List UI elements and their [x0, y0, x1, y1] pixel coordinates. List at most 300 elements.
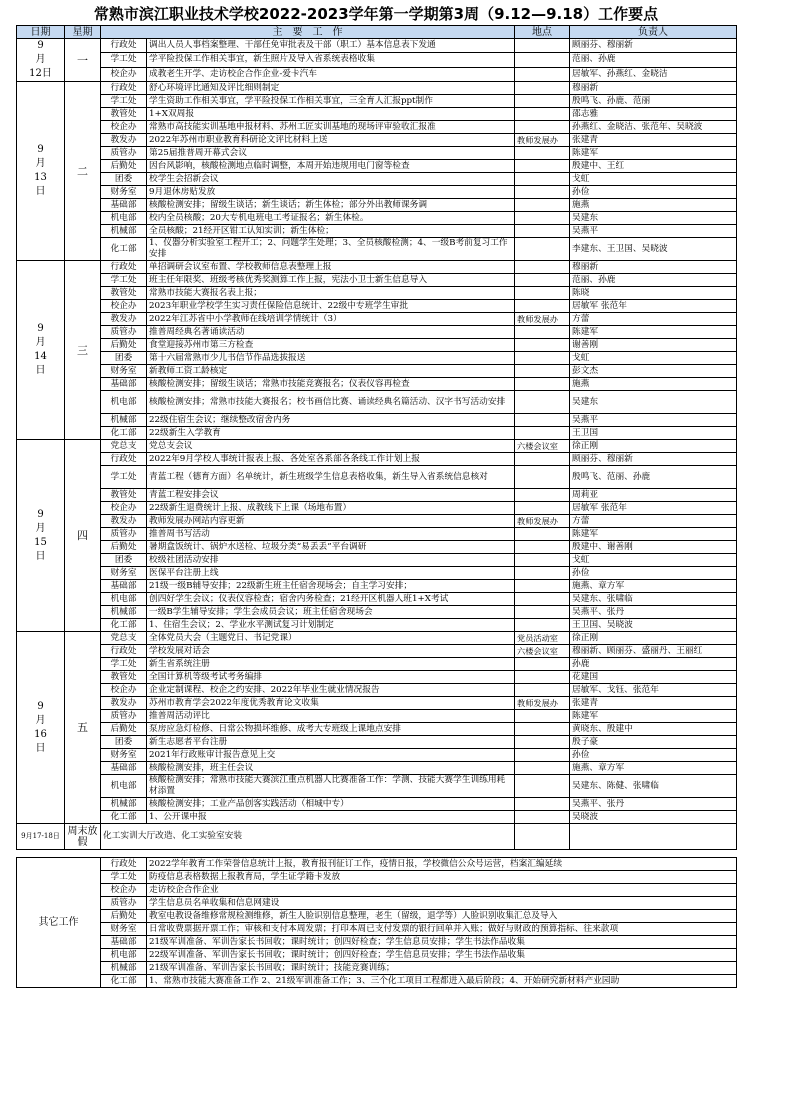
work-cell: 单招调研会议室布置、学校教师信息表整理上报: [147, 261, 515, 274]
weekday-cell: 三: [65, 261, 101, 440]
work-cell: 1、仪器分析实验室工程开工；2、问题学生处理；3、全员核酸检测；4、一级B考前复习工作安排: [147, 238, 515, 261]
person-cell: 殷鸣飞、孙鹿、范丽: [570, 95, 737, 108]
work-cell: 学平险投保工作相关事宜，新生照片及导入省系统表格收集: [147, 53, 515, 67]
department-cell: 团委: [101, 554, 147, 567]
work-cell: 班主任年限奖、班级考核优秀奖测算工作上报，宪法小卫士新生信息导入: [147, 274, 515, 287]
location-cell: [515, 67, 570, 81]
table-row: [17, 658, 737, 671]
person-cell: 居敏军、孙燕红、金晓洁: [570, 67, 737, 81]
table-row: [17, 238, 737, 261]
department-cell: 校企办: [101, 684, 147, 697]
work-cell: 校级社团活动安排: [147, 554, 515, 567]
work-cell: 2023年职业学校学生实习责任保险信息统计、22级中专班学生审批: [147, 300, 515, 313]
location-cell: [515, 95, 570, 108]
work-cell: 1、公开课申报: [147, 811, 515, 824]
person-cell: 花建国: [570, 671, 737, 684]
person-cell: 施燕: [570, 199, 737, 212]
person-cell: 施燕、章方军: [570, 762, 737, 775]
work-cell: 21级一级B辅导安排；22级新生班主任宿舍现场会；自主学习安排；: [147, 580, 515, 593]
location-cell: [515, 287, 570, 300]
date-cell: 9 月 13 日: [17, 82, 65, 261]
department-cell: 化工部: [101, 427, 147, 440]
department-cell: 机械部: [101, 606, 147, 619]
header-row: [17, 26, 737, 39]
table-row: [17, 775, 737, 798]
person-cell: 吴晓波: [570, 811, 737, 824]
other-work-cell: 学生信息员名单收集和信息网建设: [147, 897, 737, 910]
department-cell: 后勤处: [101, 723, 147, 736]
work-cell: 推普周书写活动: [147, 528, 515, 541]
table-row: [17, 300, 737, 313]
table-row: [17, 339, 737, 352]
work-cell: 1、住宿生会议；2、学业水平测试复习计划制定: [147, 619, 515, 632]
table-row: [17, 606, 737, 619]
table-row: [17, 365, 737, 378]
header-person: 负责人: [570, 26, 737, 39]
table-row: [17, 427, 737, 440]
department-cell: 后勤处: [101, 160, 147, 173]
other-work-cell: 日常收费票据开票工作；审核和支付本周发票；打印本周已支付发票的银行回单并入账；做好与财政的预算指标、往来款项: [147, 923, 737, 936]
person-cell: 方蕾: [570, 515, 737, 528]
table-row: [17, 67, 737, 81]
work-cell: 全体党员大会（主题党日、书记党课）: [147, 632, 515, 645]
table-row: [17, 134, 737, 147]
person-cell: 方蕾: [570, 313, 737, 326]
table-row: [17, 632, 737, 645]
location-cell: [515, 554, 570, 567]
work-cell: 校内全员核酸；20大专机电班电工考证报名；新生体检。: [147, 212, 515, 225]
other-row: [17, 897, 737, 910]
table-row: [17, 798, 737, 811]
location-cell: 教师发展办: [515, 697, 570, 710]
person-cell: 殷建中、王红: [570, 160, 737, 173]
department-cell: 化工部: [101, 238, 147, 261]
location-cell: [515, 238, 570, 261]
work-cell: 全国计算机等级考试考务编排: [147, 671, 515, 684]
location-cell: [515, 749, 570, 762]
department-cell: 后勤处: [101, 339, 147, 352]
department-cell: 校企办: [101, 502, 147, 515]
work-cell: 校学生会招新会议: [147, 173, 515, 186]
person-cell: 孙鹿: [570, 658, 737, 671]
other-row: [17, 871, 737, 884]
department-cell: 教发办: [101, 134, 147, 147]
table-row: [17, 466, 737, 489]
person-cell: 张建青: [570, 697, 737, 710]
person-cell: 周莉亚: [570, 489, 737, 502]
weekend-row: [17, 824, 737, 850]
table-row: [17, 580, 737, 593]
table-row: [17, 619, 737, 632]
work-cell: 推普周经典名著诵读活动: [147, 326, 515, 339]
person-cell: 吴建东: [570, 212, 737, 225]
table-row: [17, 489, 737, 502]
person-cell: 顾丽芬、穆丽新: [570, 453, 737, 466]
location-cell: [515, 567, 570, 580]
location-cell: [515, 53, 570, 67]
department-cell: 质管办: [101, 528, 147, 541]
table-row: [17, 440, 737, 453]
work-cell: 2022年9月学校人事统计报表上报、各处室各系部各条线工作计划上报: [147, 453, 515, 466]
page-title: 常熟市滨江职业技术学校2022-2023学年第一学期第3周（9.12—9.18）工作要点: [93, 5, 659, 23]
work-cell: 1+X双周报: [147, 108, 515, 121]
person-cell: 孙俭: [570, 186, 737, 199]
person-cell: 陈建军: [570, 710, 737, 723]
schedule-table: [16, 25, 737, 988]
location-cell: [515, 671, 570, 684]
person-cell: 居敏军 张范年: [570, 502, 737, 515]
location-cell: [515, 466, 570, 489]
person-cell: 徐正刚: [570, 632, 737, 645]
other-row: [17, 910, 737, 923]
location-cell: [515, 593, 570, 606]
person-cell: 黄晓东、殷建中: [570, 723, 737, 736]
location-cell: [515, 160, 570, 173]
location-cell: 教师发展办: [515, 313, 570, 326]
work-cell: 9月退休房贴发放: [147, 186, 515, 199]
other-work-cell: 22级军训准备、军训告家长书回收；课时统计；创四好检查；学生信息员安排；学生书法作品收集: [147, 949, 737, 962]
work-cell: 学校发展对话会: [147, 645, 515, 658]
location-cell: [515, 541, 570, 554]
department-cell: 机电部: [101, 775, 147, 798]
table-row: [17, 736, 737, 749]
department-cell: 教管处: [101, 671, 147, 684]
other-row: [17, 936, 737, 949]
table-row: [17, 502, 737, 515]
table-row: [17, 541, 737, 554]
department-cell: 团委: [101, 736, 147, 749]
location-cell: 党员活动室: [515, 632, 570, 645]
work-cell: 核酸检测安排；留级生谈话；常熟市技能竞赛报名；仪表仪容再检查: [147, 378, 515, 391]
person-cell: 王卫国、吴晓波: [570, 619, 737, 632]
other-row: [17, 858, 737, 871]
work-cell: 2021年行政账审计报告意见上交: [147, 749, 515, 762]
table-row: [17, 762, 737, 775]
department-cell: 行政处: [101, 858, 147, 871]
person-cell: 吴燕平、张丹: [570, 798, 737, 811]
department-cell: 机械部: [101, 414, 147, 427]
location-cell: [515, 274, 570, 287]
department-cell: 党总支: [101, 632, 147, 645]
table-row: [17, 173, 737, 186]
work-cell: 第25届推普周开幕式会议: [147, 147, 515, 160]
department-cell: 机电部: [101, 391, 147, 414]
header-date: 日期: [17, 26, 65, 39]
person-cell: 吴燕平: [570, 414, 737, 427]
table-row: [17, 199, 737, 212]
location-cell: [515, 489, 570, 502]
person-cell: 孙俭: [570, 749, 737, 762]
table-row: [17, 453, 737, 466]
other-work-cell: 教室电教设备维修常规检测维修，新生人脸识别信息整理，老生（留级，退学等）人脸识别收集汇总及导入: [147, 910, 737, 923]
department-cell: 后勤处: [101, 910, 147, 923]
person-cell: 吴建东、陈健、张啸临: [570, 775, 737, 798]
work-cell: 舒心环境评比通知及评比细则制定: [147, 82, 515, 95]
location-cell: [515, 212, 570, 225]
department-cell: 教发办: [101, 515, 147, 528]
work-cell: 22级住宿生会议；继续整改宿舍内务: [147, 414, 515, 427]
work-cell: 核酸检测安排；工业产品创客实践活动（相城中专）: [147, 798, 515, 811]
work-cell: 2022年苏州市职业教育科研论文评比材料上送: [147, 134, 515, 147]
location-cell: [515, 186, 570, 199]
other-work-cell: 走访校企合作企业: [147, 884, 737, 897]
person-cell: 顾丽芬、穆丽新: [570, 39, 737, 53]
department-cell: 学工处: [101, 466, 147, 489]
table-row: [17, 645, 737, 658]
work-cell: 核酸检测安排；常熟市技能大赛报名；校书画信比赛、诵读经典名篇活动、汉字书写活动安排: [147, 391, 515, 414]
department-cell: 机电部: [101, 212, 147, 225]
person-cell: 孙俭: [570, 567, 737, 580]
table-row: [17, 528, 737, 541]
department-cell: 党总支: [101, 440, 147, 453]
table-row: [17, 391, 737, 414]
other-work-cell: 21级军训准备、军训告家长书回收；课时统计；创四好检查；学生信息员安排；学生书法作品收集: [147, 936, 737, 949]
work-cell: 新生志愿者平台注册: [147, 736, 515, 749]
department-cell: 教发办: [101, 697, 147, 710]
department-cell: 学工处: [101, 53, 147, 67]
work-cell: 核酸检测安排；常熟市技能大赛滨江重点机器人比赛准备工作：学测、技能大赛学生训练用耗材添置: [147, 775, 515, 798]
table-row: [17, 261, 737, 274]
location-cell: [515, 684, 570, 697]
person-cell: 陈晓: [570, 287, 737, 300]
person-cell: 范丽、孙鹿: [570, 53, 737, 67]
spacer-cell: [17, 850, 737, 858]
work-cell: 22级新生退费统计上报、成教线下上课（场地布置）: [147, 502, 515, 515]
table-row: [17, 811, 737, 824]
work-cell: 青蓝工程（德育方面）名单统计，新生班级学生信息表格收集，新生导入省系统信息核对: [147, 466, 515, 489]
person-cell: 吴建东: [570, 391, 737, 414]
location-cell: [515, 798, 570, 811]
location-cell: [515, 82, 570, 95]
location-cell: [515, 326, 570, 339]
schedule-page: [16, 0, 736, 988]
weekday-cell: 二: [65, 82, 101, 261]
header-location: 地点: [515, 26, 570, 39]
table-row: [17, 567, 737, 580]
department-cell: 财务室: [101, 365, 147, 378]
weekend-work-cell: 化工实训大厅改造、化工实验室安装: [101, 824, 515, 850]
department-cell: 财务室: [101, 749, 147, 762]
location-cell: [515, 378, 570, 391]
department-cell: 教管处: [101, 489, 147, 502]
location-cell: [515, 173, 570, 186]
weekend-date-cell: 9月17-18日: [17, 824, 65, 850]
weekend-location-cell: [515, 824, 570, 850]
table-row: [17, 160, 737, 173]
person-cell: 施燕、章方军: [570, 580, 737, 593]
work-cell: 全员核酸；21经开区钳工认知实训；新生体检；: [147, 225, 515, 238]
person-cell: 穆丽新: [570, 82, 737, 95]
person-cell: 邵志雅: [570, 108, 737, 121]
location-cell: [515, 225, 570, 238]
other-work-cell: 2022学年教育工作荣誉信息统计上报，教育报刊征订工作，疫情日报，学校微信公众号运营，档案汇编延续: [147, 858, 737, 871]
department-cell: 化工部: [101, 811, 147, 824]
other-work-label: 其它工作: [17, 858, 101, 988]
table-row: [17, 671, 737, 684]
person-cell: 孙燕红、金晓洁、张范年、吴晓波: [570, 121, 737, 134]
other-row: [17, 884, 737, 897]
person-cell: 彭文杰: [570, 365, 737, 378]
table-row: [17, 749, 737, 762]
work-cell: 新教师工资工龄核定: [147, 365, 515, 378]
table-row: [17, 313, 737, 326]
department-cell: 化工部: [101, 975, 147, 988]
location-cell: [515, 606, 570, 619]
person-cell: 陈建军: [570, 326, 737, 339]
location-cell: [515, 619, 570, 632]
work-cell: 成教老生开学、走访校企合作企业-爱卡汽车: [147, 67, 515, 81]
person-cell: 徐正刚: [570, 440, 737, 453]
person-cell: 居敏军、戈钰、张范年: [570, 684, 737, 697]
location-cell: [515, 453, 570, 466]
work-cell: 食堂迎接苏州市第三方检查: [147, 339, 515, 352]
table-row: [17, 326, 737, 339]
department-cell: 行政处: [101, 39, 147, 53]
table-row: [17, 414, 737, 427]
department-cell: 行政处: [101, 645, 147, 658]
department-cell: 机械部: [101, 962, 147, 975]
table-row: [17, 684, 737, 697]
work-cell: 调出人员人事档案整理、干部任免审批表及干部（职工）基本信息表下发通: [147, 39, 515, 53]
department-cell: 机电部: [101, 593, 147, 606]
person-cell: 戈虹: [570, 173, 737, 186]
department-cell: 校企办: [101, 300, 147, 313]
person-cell: 陈建军: [570, 147, 737, 160]
location-cell: 教师发展办: [515, 515, 570, 528]
department-cell: 机电部: [101, 949, 147, 962]
weekend-weekday-cell: 周末放假: [65, 824, 101, 850]
department-cell: 行政处: [101, 453, 147, 466]
spacer-row: [17, 850, 737, 858]
department-cell: 学工处: [101, 658, 147, 671]
department-cell: 财务室: [101, 923, 147, 936]
header-work: 主 要 工 作: [101, 26, 515, 39]
person-cell: 吴燕平: [570, 225, 737, 238]
other-row: [17, 923, 737, 936]
department-cell: 化工部: [101, 619, 147, 632]
department-cell: 学工处: [101, 95, 147, 108]
location-cell: 六楼会议室: [515, 645, 570, 658]
location-cell: [515, 414, 570, 427]
department-cell: 行政处: [101, 261, 147, 274]
department-cell: 教管处: [101, 287, 147, 300]
other-row: [17, 962, 737, 975]
table-row: [17, 554, 737, 567]
location-cell: [515, 736, 570, 749]
work-cell: 常熟市高技能实训基地申报材料、苏州工匠实训基地的现场评审验收汇报准: [147, 121, 515, 134]
person-cell: 谢善刚: [570, 339, 737, 352]
other-row: [17, 975, 737, 988]
department-cell: 教管处: [101, 108, 147, 121]
work-cell: 推普周活动评比: [147, 710, 515, 723]
person-cell: 殷鸣飞、范丽、孙鹿: [570, 466, 737, 489]
other-row: [17, 949, 737, 962]
person-cell: 吴燕平、张丹: [570, 606, 737, 619]
work-cell: 一级B学生辅导安排；学生会成员会议；班主任宿舍现场会: [147, 606, 515, 619]
department-cell: 基础部: [101, 580, 147, 593]
location-cell: [515, 528, 570, 541]
person-cell: 吴建东、张啸临: [570, 593, 737, 606]
department-cell: 财务室: [101, 186, 147, 199]
table-row: [17, 225, 737, 238]
work-cell: 第十六届常熟市少儿书信节作品选拔报送: [147, 352, 515, 365]
department-cell: 校企办: [101, 67, 147, 81]
location-cell: [515, 352, 570, 365]
person-cell: 殷建中、谢善刚: [570, 541, 737, 554]
person-cell: 居敏军 张范年: [570, 300, 737, 313]
work-cell: 教师发展办网站内容更新: [147, 515, 515, 528]
work-cell: 常熟市技能大赛报名表上报；: [147, 287, 515, 300]
weekday-cell: 五: [65, 632, 101, 824]
work-cell: 青蓝工程安排会议: [147, 489, 515, 502]
location-cell: [515, 723, 570, 736]
person-cell: 张建青: [570, 134, 737, 147]
person-cell: 李建东、王卫国、吴晓波: [570, 238, 737, 261]
department-cell: 基础部: [101, 378, 147, 391]
department-cell: 校企办: [101, 121, 147, 134]
location-cell: [515, 300, 570, 313]
location-cell: [515, 365, 570, 378]
person-cell: 穆丽新、顾丽芬、盛丽丹、王丽红: [570, 645, 737, 658]
work-cell: 22级新生入学教育: [147, 427, 515, 440]
work-cell: 党总支会议: [147, 440, 515, 453]
department-cell: 基础部: [101, 762, 147, 775]
table-row: [17, 82, 737, 95]
other-work-cell: 1、常熟市技能大赛准备工作 2、21级军训准备工作；3、三个化工项目工程都进入最后阶段；4、开始研究新材料产业园助: [147, 975, 737, 988]
person-cell: 戈虹: [570, 352, 737, 365]
work-cell: 泵房应急灯检修、日常公物损坏维修、成考大专班级上课地点安排: [147, 723, 515, 736]
table-row: [17, 95, 737, 108]
department-cell: 行政处: [101, 82, 147, 95]
table-row: [17, 710, 737, 723]
department-cell: 机械部: [101, 798, 147, 811]
department-cell: 后勤处: [101, 541, 147, 554]
location-cell: [515, 147, 570, 160]
location-cell: [515, 261, 570, 274]
department-cell: 质管办: [101, 147, 147, 160]
person-cell: 戈虹: [570, 554, 737, 567]
department-cell: 团委: [101, 173, 147, 186]
table-row: [17, 723, 737, 736]
table-row: [17, 515, 737, 528]
department-cell: 校企办: [101, 884, 147, 897]
department-cell: 基础部: [101, 936, 147, 949]
table-row: [17, 212, 737, 225]
work-cell: 苏州市教育学会2022年度优秀教育论文收集: [147, 697, 515, 710]
weekend-person-cell: [570, 824, 737, 850]
work-cell: 新生省系统注册: [147, 658, 515, 671]
work-cell: 创四好学生会议；仪表仪容检查；宿舍内务检查；21经开区机器人班1+X考试: [147, 593, 515, 606]
weekday-cell: 四: [65, 440, 101, 632]
table-row: [17, 697, 737, 710]
location-cell: [515, 775, 570, 798]
person-cell: 范丽、孙鹿: [570, 274, 737, 287]
table-row: [17, 593, 737, 606]
work-cell: 暑期盒饭统计、锅炉水送检、垃圾分类“易丢丢”平台调研: [147, 541, 515, 554]
department-cell: 机械部: [101, 225, 147, 238]
work-cell: 核酸检测安排，班主任会议: [147, 762, 515, 775]
header-weekday: 星期: [65, 26, 101, 39]
table-row: [17, 121, 737, 134]
location-cell: [515, 811, 570, 824]
department-cell: 学工处: [101, 871, 147, 884]
date-cell: 9 月 14 日: [17, 261, 65, 440]
department-cell: 学工处: [101, 274, 147, 287]
person-cell: 殷子豪: [570, 736, 737, 749]
location-cell: [515, 339, 570, 352]
person-cell: 陈建军: [570, 528, 737, 541]
department-cell: 教发办: [101, 313, 147, 326]
